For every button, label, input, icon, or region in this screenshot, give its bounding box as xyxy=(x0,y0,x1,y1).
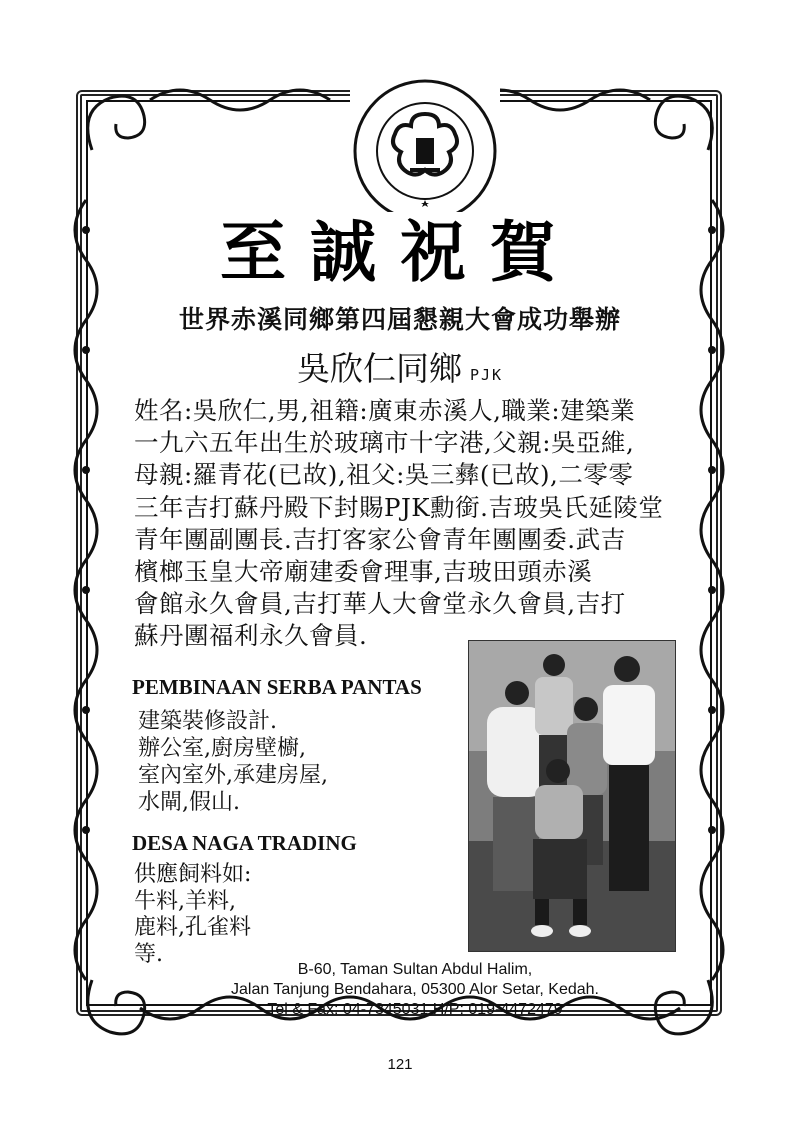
person-name: 吳欣仁同鄉 xyxy=(296,349,462,388)
person-title-suffix: PJK xyxy=(469,366,504,384)
address-line: Jalan Tanjung Bendahara, 05300 Alor Setar, Kedah. xyxy=(231,981,599,998)
service-item: 水閘,假山. xyxy=(138,790,240,815)
company-name-pembinaan: PEMBINAAN SERBA PANTAS xyxy=(132,675,422,699)
service-item: 建築裝修設計. xyxy=(138,709,277,734)
contact-address xyxy=(180,960,650,1020)
service-item: 牛料,羊料, xyxy=(134,888,236,914)
bio-line: 蘇丹團福利永久會員. xyxy=(134,621,368,651)
bio-line: 會館永久會員,吉打華人大會堂永久會員,吉打 xyxy=(134,589,626,619)
service-item: 鹿料,孔雀料 xyxy=(134,915,251,940)
family-photo xyxy=(468,640,676,952)
company-services-pembinaan xyxy=(138,708,328,816)
person-name-line xyxy=(100,347,700,397)
subtitle: 世界赤溪同鄉第四屆懇親大會成功舉辦 xyxy=(178,305,621,334)
family-photo-illustration xyxy=(469,641,675,951)
bio-line: 檳榔玉皇大帝廟建委會理事,吉玻田頭赤溪 xyxy=(134,557,593,587)
main-title: 至誠祝賀 xyxy=(150,212,650,292)
bio-line: 青年團副團長.吉打客家公會青年團團委.武吉 xyxy=(134,524,626,554)
page-number: 121 xyxy=(387,1056,413,1073)
service-item: 等. xyxy=(134,941,163,967)
bio-line: 姓名:吳欣仁,男,祖籍:廣東赤溪人,職業:建築業 xyxy=(134,396,636,425)
association-emblem xyxy=(350,76,500,226)
biography xyxy=(134,395,694,653)
service-item: 辦公室,廚房壁櫥, xyxy=(138,736,306,761)
bio-line: 一九六五年出生於玻璃市十字港,父親:吳亞維, xyxy=(134,428,635,458)
service-item: 供應飼料如: xyxy=(134,862,252,887)
company-services-desa-naga xyxy=(134,862,251,968)
emblem-seal-icon xyxy=(350,76,500,226)
service-item: 室內室外,承建房屋, xyxy=(138,763,328,788)
contact-phone-line: Tel & Fax: 04-7345031 H/P: 019-4472479 xyxy=(267,1001,563,1018)
bio-line: 母親:羅青花(已故),祖父:吳三彝(已故),二零零 xyxy=(134,460,634,490)
address-line: B-60, Taman Sultan Abdul Halim, xyxy=(297,961,533,978)
company-name-desa-naga: DESA NAGA TRADING xyxy=(132,831,357,855)
bio-line: 三年吉打蘇丹殿下封賜PJK勳銜.吉玻吳氏延陵堂 xyxy=(134,492,664,522)
emblem-ring-text: 世界赤溪同乡第四屆懇亲大會 xyxy=(425,92,438,93)
